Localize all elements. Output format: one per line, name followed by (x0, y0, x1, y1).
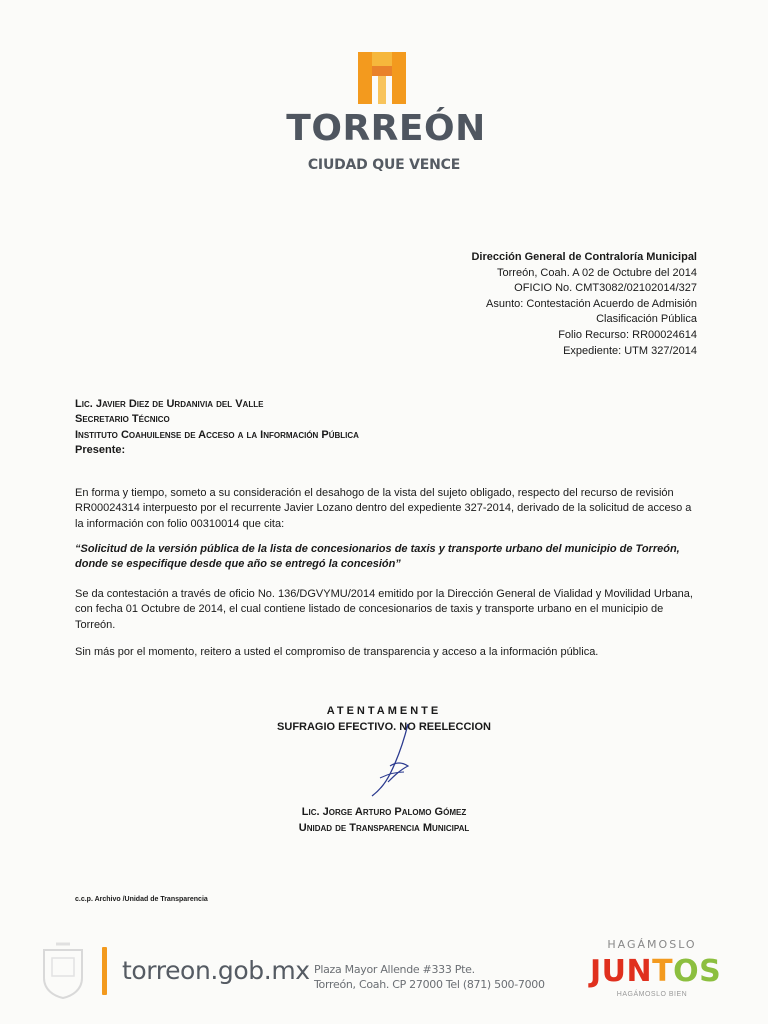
slogan-part-1: JUN (590, 954, 653, 989)
torreon-logo-icon (358, 52, 406, 104)
recipient-name: Lic. Javier Diez de Urdanivia del Valle (75, 398, 264, 410)
address-line-2: Torreón, Coah. CP 27000 Tel (871) 500-7000 (314, 978, 545, 991)
office-name: Dirección General de Contraloría Municipal (471, 251, 697, 263)
logo-name: TORREÓN (286, 108, 486, 149)
body-paragraph-3: Sin más por el momento, reitero a usted el compromiso de transparencia y acceso a la información pública. (75, 646, 599, 658)
body-paragraph-1: En forma y tiempo, someto a su consideración el desahogo de la vista del sujeto obligado, respecto del recurso de revisión RR00024314 interpuesto por el recurrente Javier Lozano dentro del expediente 327-2014, derivado de la solicitud de acceso a la información con folio 00310014 que cita: (75, 487, 692, 530)
motto: SUFRAGIO EFECTIVO. NO REELECCION (277, 721, 491, 733)
subject: Asunto: Contestación Acuerdo de Admisión (486, 297, 697, 310)
letter-header (471, 250, 697, 359)
expediente: Expediente: UTM 327/2014 (563, 344, 697, 357)
slogan-logo (590, 954, 722, 989)
slogan-top: HAGÁMOSLO (607, 938, 697, 951)
oficio-number: OFICIO No. CMT3082/02102014/327 (514, 282, 697, 295)
atentamente: ATENTAMENTE (326, 705, 442, 717)
signer-block (0, 805, 768, 836)
recipient-institute: Instituto Coahuilense de Acceso a la Información Pública (75, 428, 359, 441)
body-paragraph-2: Se da contestación a través de oficio No. 136/DGVYMU/2014 emitido por la Dirección General de Vialidad y Movilidad Urbana, con fecha 01 Octubre de 2014, el cual contiene listado de concesionarios de taxis y transporte urbano en el municipio de Torreón. (75, 588, 693, 631)
slogan-subtitle: HAGÁMOSLO BIEN (616, 991, 688, 998)
footer-accent-bar (102, 947, 107, 995)
request-quote: “Solicitud de la versión pública de la lista de concesionarios de taxis y transporte urbano del municipio de Torreón, donde se especifique desde que año se entregó la concesión” (75, 543, 680, 571)
folio: Folio Recurso: RR00024614 (558, 328, 697, 341)
logo-tagline: CIUDAD QUE VENCE (307, 157, 461, 173)
greeting: Presente: (75, 444, 126, 457)
classification: Clasificación Pública (596, 313, 697, 326)
recipient-block (75, 397, 359, 459)
slogan-part-2: T (652, 954, 674, 989)
slogan-part-3: OS (673, 954, 722, 989)
website-link[interactable]: torreon.gob.mx (122, 956, 310, 985)
carbon-copy: c.c.p. Archivo /Unidad de Transparencia (75, 896, 208, 903)
place-date: Torreón, Coah. A 02 de Octubre del 2014 (497, 266, 697, 279)
signer-unit: Unidad de Transparencia Municipal (298, 821, 470, 834)
signature-icon (360, 722, 430, 802)
recipient-title: Secretario Técnico (75, 413, 170, 426)
footer-address (314, 962, 545, 992)
address-line-1: Plaza Mayor Allende #333 Pte. (314, 963, 475, 976)
signer-name: Lic. Jorge Arturo Palomo Gómez (301, 806, 467, 818)
city-seal-icon (38, 942, 88, 1000)
